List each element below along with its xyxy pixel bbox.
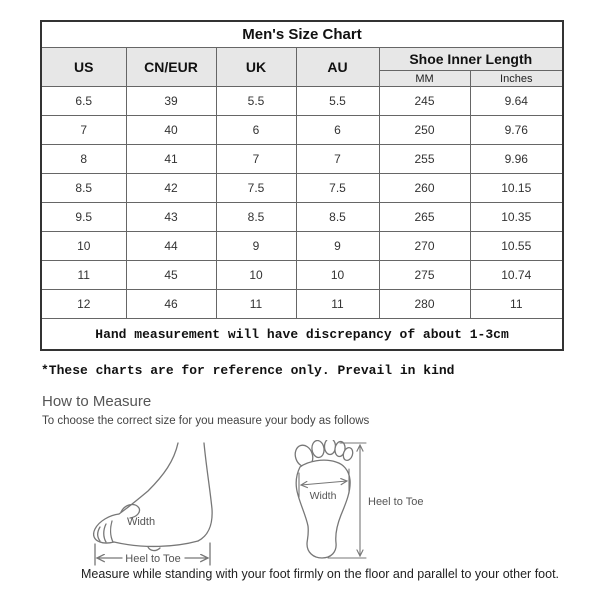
cell: 40 (126, 116, 216, 145)
foot-sole-view-illustration (292, 440, 432, 564)
cell: 280 (379, 290, 470, 319)
table-title: Men's Size Chart (41, 21, 563, 48)
cell: 11 (296, 290, 379, 319)
cell: 250 (379, 116, 470, 145)
cell: 8 (41, 145, 126, 174)
measure-caption: Measure while standing with your foot firmly on the floor and parallel to your other foot. (80, 567, 560, 581)
cell: 260 (379, 174, 470, 203)
how-to-measure-subtitle: To choose the correct size for you measure your body as follows (42, 415, 370, 427)
col-header-us: US (41, 48, 126, 87)
cell: 41 (126, 145, 216, 174)
col-header-cn-eur: CN/EUR (126, 48, 216, 87)
table-footnote-row (41, 319, 563, 351)
cell: 42 (126, 174, 216, 203)
cell: 8.5 (216, 203, 296, 232)
cell: 255 (379, 145, 470, 174)
cell: 9 (296, 232, 379, 261)
cell: 9.64 (470, 87, 563, 116)
cell: 7 (216, 145, 296, 174)
cell: 9.96 (470, 145, 563, 174)
table-row (41, 116, 563, 145)
col-header-inches: Inches (470, 71, 563, 87)
sole-width-label: Width (309, 490, 337, 502)
table-row (41, 87, 563, 116)
cell: 9 (216, 232, 296, 261)
cell: 43 (126, 203, 216, 232)
cell: 45 (126, 261, 216, 290)
cell: 10.74 (470, 261, 563, 290)
table-row (41, 290, 563, 319)
cell: 6 (216, 116, 296, 145)
col-header-au: AU (296, 48, 379, 87)
cell: 10.15 (470, 174, 563, 203)
cell: 44 (126, 232, 216, 261)
cell: 11 (470, 290, 563, 319)
table-row (41, 232, 563, 261)
cell: 5.5 (296, 87, 379, 116)
cell: 7 (41, 116, 126, 145)
cell: 11 (41, 261, 126, 290)
cell: 12 (41, 290, 126, 319)
table-row (41, 203, 563, 232)
cell: 265 (379, 203, 470, 232)
cell: 9.5 (41, 203, 126, 232)
table-row (41, 174, 563, 203)
cell: 8.5 (296, 203, 379, 232)
cell: 270 (379, 232, 470, 261)
col-header-uk: UK (216, 48, 296, 87)
cell: 39 (126, 87, 216, 116)
cell: 245 (379, 87, 470, 116)
table-footnote: Hand measurement will have discrepancy of about 1-3cm (41, 319, 563, 351)
col-header-mm: MM (379, 71, 470, 87)
mens-size-chart-table (40, 20, 564, 351)
cell: 7.5 (296, 174, 379, 203)
reference-note: *These charts are for reference only. Prevail in kind (41, 363, 455, 378)
cell: 275 (379, 261, 470, 290)
cell: 46 (126, 290, 216, 319)
foot-side-view-illustration (86, 441, 226, 569)
cell: 10 (216, 261, 296, 290)
sole-heel-to-toe-label: Heel to Toe (368, 496, 424, 508)
cell: 6.5 (41, 87, 126, 116)
table-title-row (41, 21, 563, 48)
col-header-inner-length: Shoe Inner Length (379, 48, 563, 71)
side-width-label: Width (126, 516, 156, 528)
table-row (41, 145, 563, 174)
side-heel-to-toe-label: Heel to Toe (125, 553, 181, 565)
cell: 10.35 (470, 203, 563, 232)
cell: 7.5 (216, 174, 296, 203)
table-row (41, 261, 563, 290)
cell: 6 (296, 116, 379, 145)
cell: 8.5 (41, 174, 126, 203)
cell: 9.76 (470, 116, 563, 145)
cell: 10 (296, 261, 379, 290)
table-header-row (41, 48, 563, 71)
cell: 10 (41, 232, 126, 261)
cell: 7 (296, 145, 379, 174)
cell: 11 (216, 290, 296, 319)
cell: 5.5 (216, 87, 296, 116)
cell: 10.55 (470, 232, 563, 261)
how-to-measure-title: How to Measure (42, 393, 152, 410)
